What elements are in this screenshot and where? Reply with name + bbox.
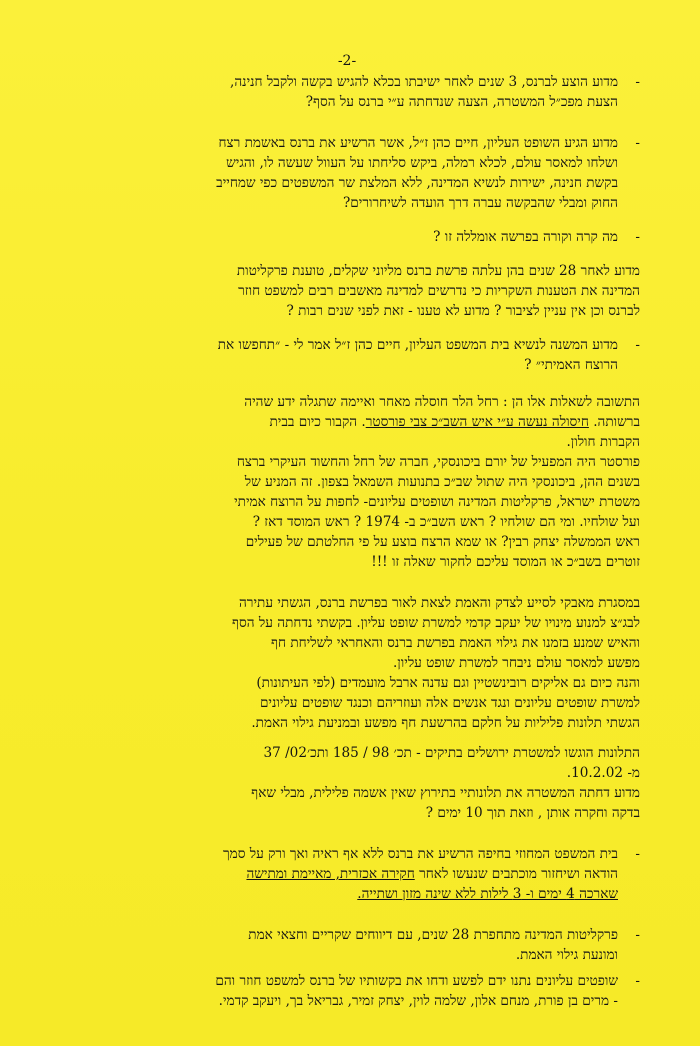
text-line: לברנס וכן אין עניין לציבור ? מדוע לא טענו - זאת לפני שנים רבות ?: [286, 303, 640, 319]
text-line: התלונות הוגשו למשטרת ירושלים בתיקים - תכ׳ 98 / 185 ותכ׳02/ 37: [263, 745, 640, 761]
text-line: - פרקליטות המדינה מתחפרת 28 שנים, עם דיווחים שקריים וחצאי אמת: [248, 927, 618, 943]
text-line: למשרת שופטים עליונים ונגד אנשים אלה ועוזריהם וכנגד שופטים עליונים: [259, 695, 640, 711]
text-line: החוק ומבלי שהבקשה עברה דרך הועדה לשיחרורים?: [342, 195, 618, 211]
text-line: מפשע למאסר עולם ניבחר למשרת שופט עליון.: [392, 655, 640, 671]
question-paragraph-1: [54, 72, 640, 112]
text-line: בשנים ההן, ביכונסקי היה שתול שב״כ בתנועות השמאל בצפון. זה המניע של: [244, 474, 640, 490]
text-line: - שופטים עליונים נתנו ידם לפשע ודחו את בקשותיו של ברנס למשפט חוזר והם: [215, 973, 618, 989]
text-line: משטרת ישראל, פרקליטות המדינה ושופטים עליונים- לחפות על הרוצח אמיתי: [234, 494, 640, 510]
question-paragraph-3: [54, 227, 640, 247]
text-line: הקברות חולון.: [566, 434, 640, 450]
complaints-paragraph: [54, 743, 640, 823]
text-line: - בית המשפט המחוזי בחיפה הרשיע את ברנס ללא אף ראיה ואך ורק על סמך: [222, 846, 618, 862]
question-paragraph-8: [54, 971, 640, 1011]
text-line: מדוע לאחר 28 שנים בהן עלתה פרשת ברנס מליוני שקלים, טוענת פרקליטות: [236, 263, 640, 279]
question-paragraph-7: [54, 925, 640, 965]
text-line: במסגרת מאבקי לסייע לצדק והאמת לצאת לאור בפרשת ברנס, הגשתי עתירה: [238, 595, 640, 611]
document-body: [54, 52, 640, 1011]
underlined-line: שארכה 4 ימים ו- 3 לילות ללא שינה מזון ושתייה.: [357, 886, 618, 902]
question-paragraph-6: [54, 844, 640, 904]
text-line: זוטרים בשב״כ או המוסד עליכם לחקור שאלה זו !!!: [371, 554, 640, 570]
petition-paragraph: [54, 593, 640, 733]
text-line: בדקה וחקרה אותן , וזאת תוך 10 ימים ?: [425, 805, 640, 821]
text-line: ועל שולחיו. ומי הם שולחיו ? ראש השב״כ ב- 1974 ? ראש המוסד דאז ?: [252, 514, 640, 530]
text-line: התשובה לשאלות אלו הן : רחל הלר חוסלה מאחר ואיימה שתגלה ידע שהיה: [244, 394, 640, 410]
text-line: ומונעת גילוי האמת.: [515, 947, 618, 963]
text-line: - מרים בן פורת, מנחם אלון, שלמה לוין, יצחק זמיר, גבריאל בך, ויעקב קדמי.: [218, 993, 618, 1009]
text-line: הגשתי תלונות פליליות על חלקם בהרשעת חף מפשע ובמניעת גילוי האמת.: [251, 715, 640, 731]
question-paragraph-5: [54, 335, 640, 375]
text-line: - מה קרה וקורה בפרשה אומללה זו ?: [433, 229, 618, 245]
text-line: והאיש שמנע בזמנו את גילוי האמת בפרשת ברנס והאחראי לשליחת חף: [270, 635, 640, 651]
question-paragraph-4: [54, 261, 640, 321]
text-line: מדוע דחתה המשטרה את תלונותיי בתירוץ שאין אשמה פלילית, מבלי שאף: [251, 785, 640, 801]
text-line: המדינה את הטענות השקריות כי נדרשים למדינה מאשבים רבים למשפט חוזר: [238, 283, 640, 299]
text-line: - מדוע הגיע השופט העליון, חיים כהן ז״ל, אשר הרשיע את ברנס באשמת רצח: [218, 135, 618, 151]
page-number: -2-: [337, 53, 357, 69]
text-line: [54, 412, 640, 432]
text-line: הרוצח האמיתי״ ?: [524, 357, 618, 373]
question-paragraph-2: [54, 133, 640, 213]
text-span: הודאה ושיחזור מוכתבים שנעשו לאחר: [414, 866, 618, 882]
text-line: [54, 864, 618, 884]
text-span: . הקבור כיום בבית: [269, 414, 366, 430]
text-line: לבג״צ למנוע מינויו של יעקב קדמי למשרת שופט עליון. בקשתי נדחתה על הסף: [232, 615, 640, 631]
text-span: ברשותה.: [588, 414, 640, 430]
text-line: - מדוע המשנה לנשיא בית המשפט העליון, חיים כהן ז״ל אמר לי - ״תחפשו את: [217, 337, 618, 353]
text-line: ראש הממשלה יצחק רבין? או שמא הרצח בוצע על פי החלטתם של פעילים: [245, 534, 640, 550]
text-line: הצעת מפכ״ל המשטרה, הצעה שנדחתה ע״י ברנס על הסף?: [305, 94, 618, 110]
underlined-text: חיסולה נעשה ע״י איש השב״כ צבי פורסטר: [365, 414, 589, 430]
text-line: מ- 10.2.02.: [566, 765, 640, 781]
text-line: ושלחו למאסר עולם, לכלא רמלה, ביקש סליחתו על העוול שעשה לו, והגיש: [226, 155, 618, 171]
answer-paragraph: [54, 392, 640, 572]
text-line: בקשת חנינה, ישירות לנשיא המדינה, ללא המלצת שר המשפטים כפי שמחייב: [216, 175, 618, 191]
underlined-text: חקירה אכזרית, מאיימת ומתישה: [246, 866, 415, 882]
text-line: - מדוע הוצע לברנס, 3 שנים לאחר ישיבתו בכלא להגיש בקשה ולקבל חנינה,: [230, 74, 618, 90]
text-line: והנה כיום גם אליקים רובינשטיין וגם עדנה ארבל מועמדים (לפי העיתונות): [256, 675, 640, 691]
text-line: פורסטר היה המפעיל של יורם ביכונסקי, חברה של רחל והחשוד העיקרי ברצח: [236, 454, 640, 470]
